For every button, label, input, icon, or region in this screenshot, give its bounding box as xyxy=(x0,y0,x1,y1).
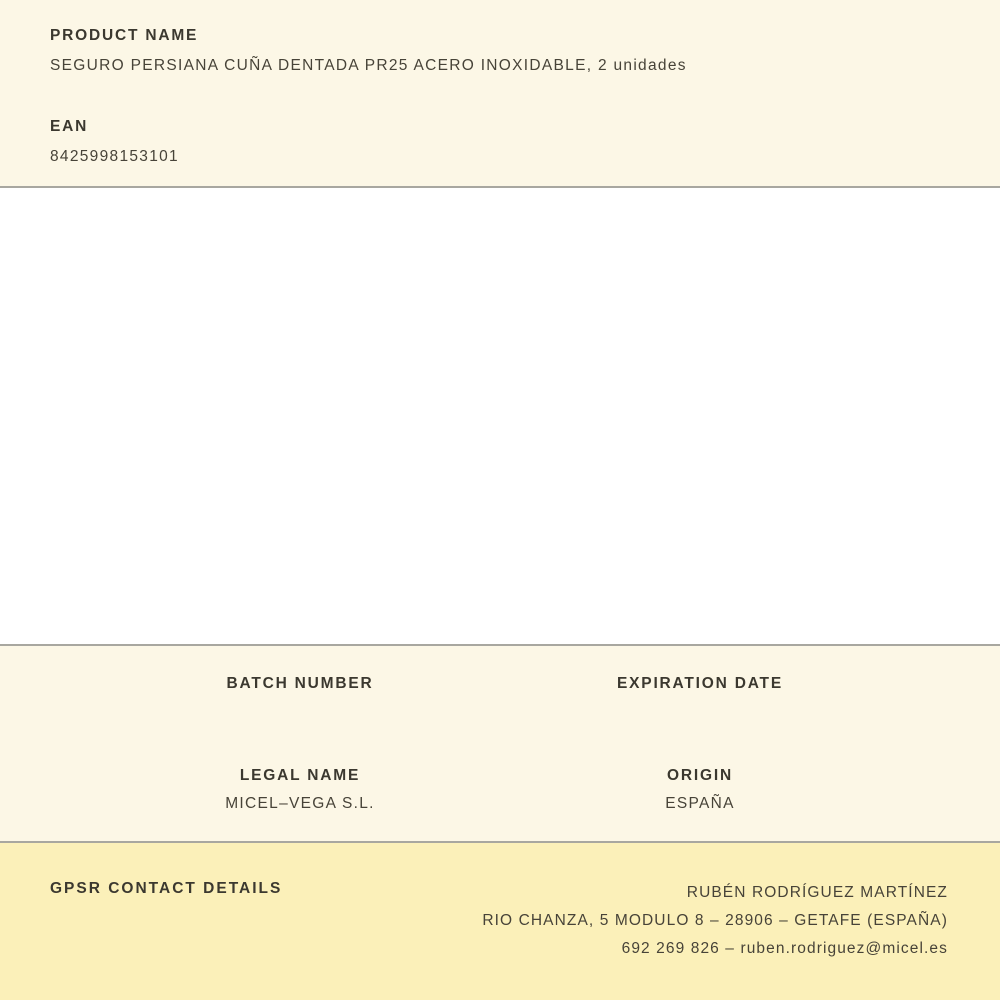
gpsr-contact-name: RUBÉN RODRÍGUEZ MARTÍNEZ xyxy=(686,884,948,901)
origin-field xyxy=(500,766,900,813)
gpsr-contact-address: RIO CHANZA, 5 MODULO 8 – 28906 – GETAFE (ESPAÑA) xyxy=(482,912,948,929)
ean-value: 8425998153101 xyxy=(50,148,179,165)
product-name-label: PRODUCT NAME xyxy=(50,27,199,44)
details-grid xyxy=(100,674,900,813)
ean-label: EAN xyxy=(50,118,89,135)
product-name-value: SEGURO PERSIANA CUÑA DENTADA PR25 ACERO INOXIDABLE, 2 unidades xyxy=(50,57,687,74)
batch-number-label: BATCH NUMBER xyxy=(226,675,374,692)
legal-name-label: LEGAL NAME xyxy=(239,767,361,784)
origin-label: ORIGIN xyxy=(667,767,733,784)
expiration-date-label: EXPIRATION DATE xyxy=(617,675,783,692)
gpsr-contact-details-title: GPSR CONTACT DETAILS xyxy=(50,880,283,897)
gpsr-contact-phone-email: 692 269 826 – ruben.rodriguez@micel.es xyxy=(621,940,948,957)
batch-details-section xyxy=(0,644,1000,843)
gpsr-contact-section xyxy=(0,843,1000,1000)
product-image-placeholder xyxy=(0,188,1000,644)
product-name-field xyxy=(50,26,950,75)
legal-name-value: MICEL–VEGA S.L. xyxy=(225,795,375,812)
gpsr-contact-info xyxy=(482,879,948,963)
expiration-date-field xyxy=(500,674,900,766)
origin-value: ESPAÑA xyxy=(665,795,735,812)
batch-number-field xyxy=(100,674,500,766)
legal-name-field xyxy=(100,766,500,813)
product-section xyxy=(0,0,1000,188)
ean-field xyxy=(50,117,950,166)
